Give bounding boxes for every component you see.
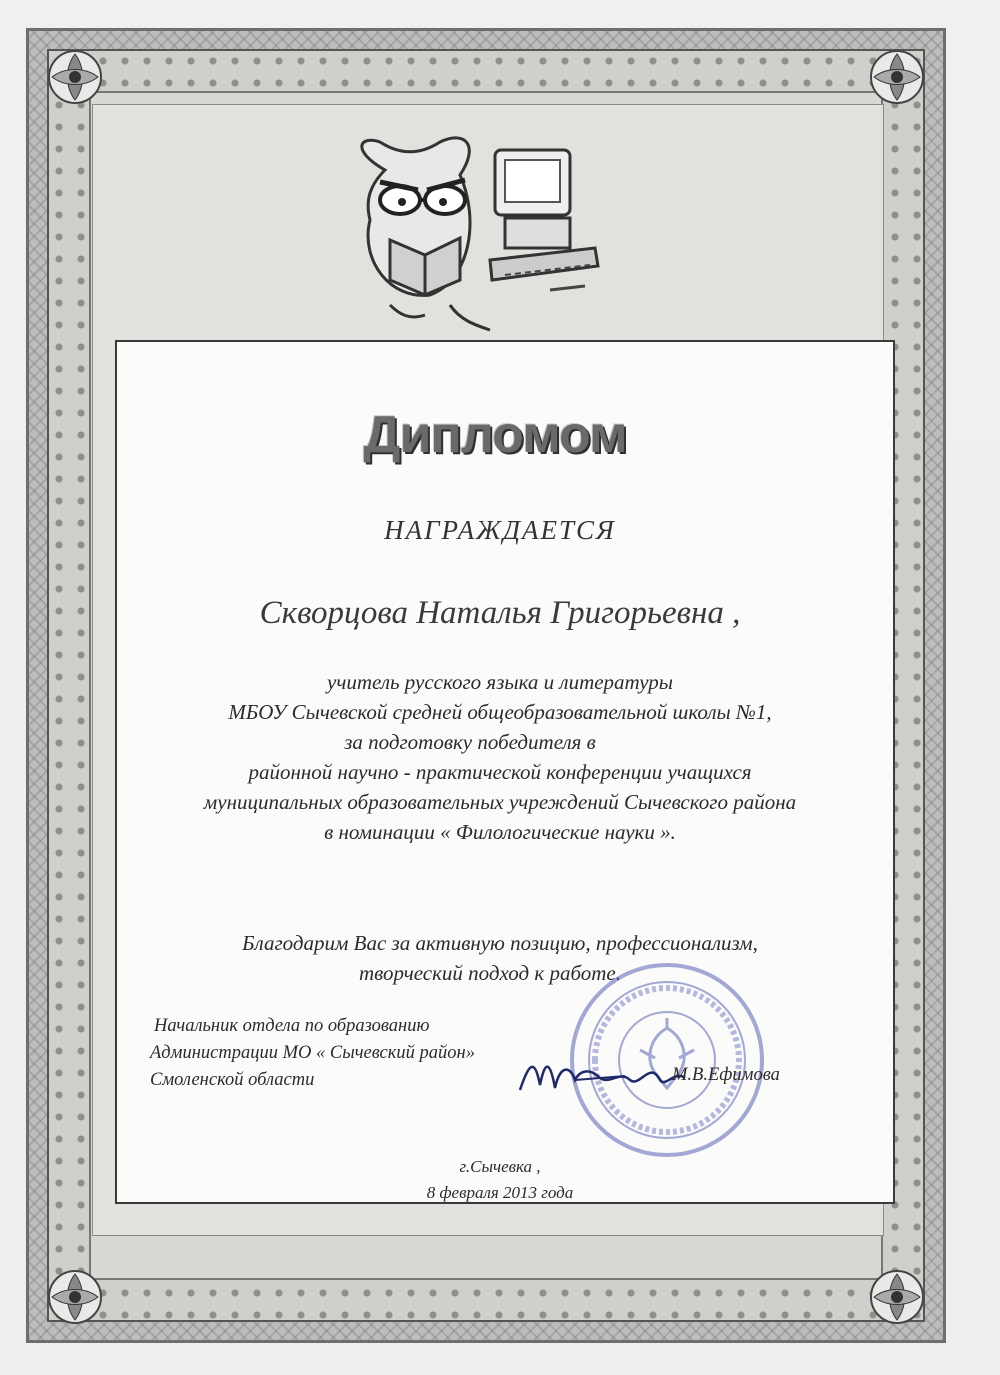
body-line: районной научно - практической конференции учащихся (248, 760, 752, 784)
issue-date: 8 февраля 2013 года (426, 1183, 574, 1202)
corner-ornament-icon (862, 42, 932, 112)
body-line: МБОУ Сычевской средней общеобразовательной школы №1, (228, 700, 772, 724)
signer-name: М.В.Ефимова (672, 1065, 780, 1085)
body-line: за подготовку победителя в (344, 730, 596, 754)
corner-ornament-icon (40, 1262, 110, 1332)
corner-ornament-icon (862, 1262, 932, 1332)
issue-place: г.Сычевка , (459, 1157, 541, 1176)
signatory-line: Начальник отдела по образованию (154, 1016, 430, 1036)
certificate-title: Дипломом (363, 406, 627, 464)
body-line: учитель русского языка и литературы (327, 670, 673, 694)
signatory-block (150, 1013, 570, 1094)
owl-computer-illustration-icon (330, 130, 630, 345)
signatory-line: Администрации МО « Сычевский район» (150, 1043, 475, 1063)
recipient-name: Скворцова Наталья Григорьевна , (259, 595, 741, 631)
body-line: в номинации « Филологические науки ». (324, 820, 676, 844)
body-line: муниципальных образовательных учреждений Сычевского района (203, 790, 797, 814)
corner-ornament-icon (40, 42, 110, 112)
thanks-line: творческий подход к работе. (358, 961, 622, 985)
awarded-heading: НАГРАЖДАЕТСЯ (384, 515, 616, 545)
signatory-line: Смоленской области (150, 1070, 315, 1090)
thanks-line: Благодарим Вас за активную позицию, профессионализм, (242, 931, 758, 955)
